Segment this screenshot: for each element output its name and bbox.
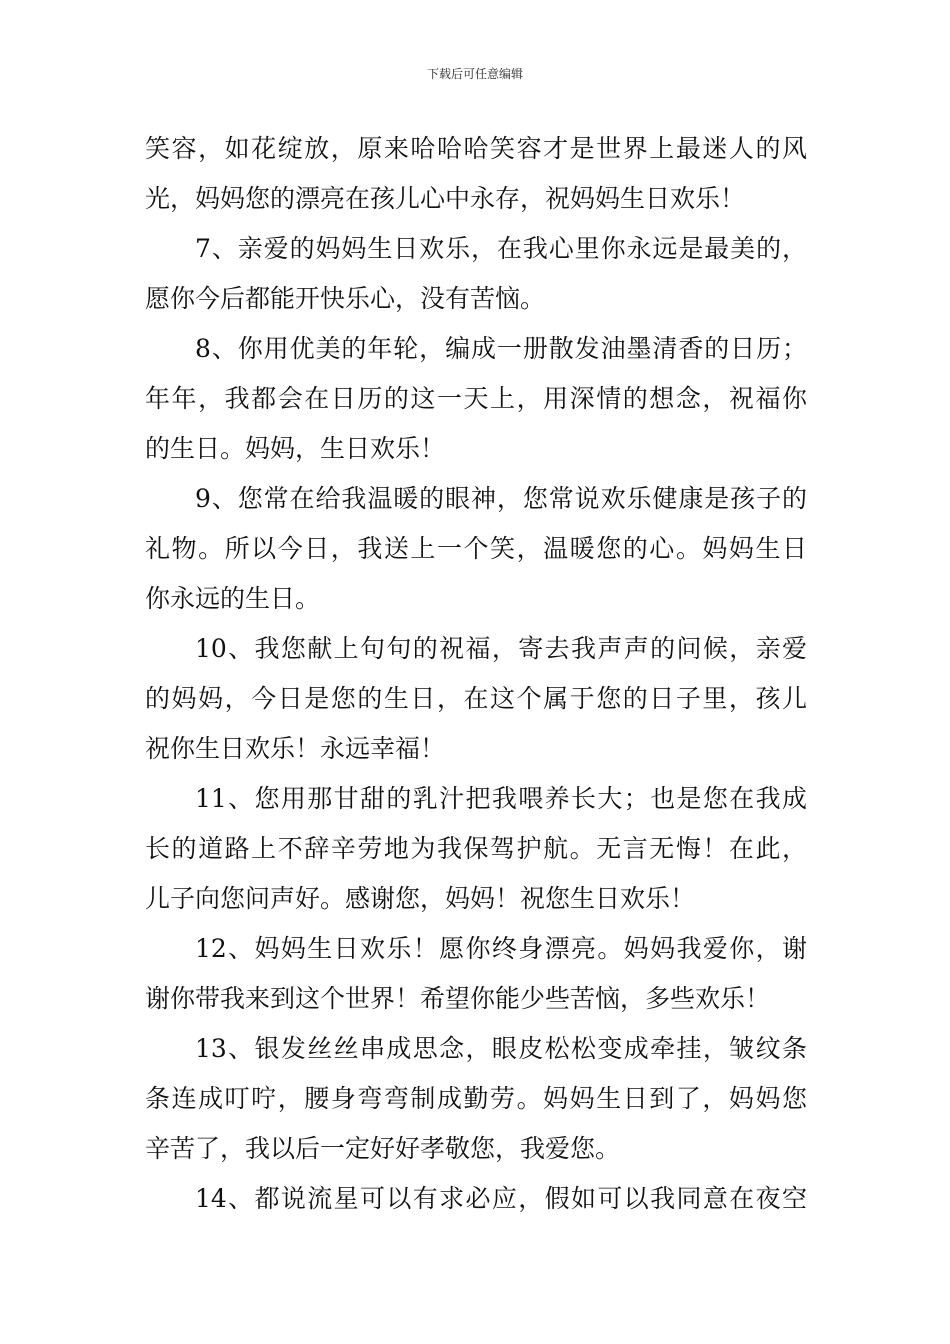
text-line: 辛苦了，我以后一定好好孝敬您，我爱您。 bbox=[145, 1134, 621, 1163]
paragraph-item-10 bbox=[145, 624, 807, 774]
text-line: 长的道路上不辞辛劳地为我保驾护航。无言无悔！在此， bbox=[145, 834, 807, 863]
paragraph-item-14 bbox=[145, 1174, 807, 1224]
text-line: 礼物。所以今日，我送上一个笑，温暖您的心。妈妈生日 bbox=[145, 534, 807, 563]
text-line: 儿子向您问声好。感谢您，妈妈！祝您生日欢乐！ bbox=[145, 884, 696, 913]
text-line: 光，妈妈您的漂亮在孩儿心中永存，祝妈妈生日欢乐！ bbox=[145, 184, 746, 213]
text-line: 10、我您献上句句的祝福，寄去我声声的问候，亲爱 bbox=[195, 634, 807, 663]
text-line: 11、您用那甘甜的乳汁把我喂养长大；也是您在我成 bbox=[195, 784, 807, 813]
paragraph-item-13 bbox=[145, 1024, 807, 1174]
text-line: 祝你生日欢乐！永远幸福！ bbox=[145, 734, 446, 763]
text-line: 年年，我都会在日历的这一天上，用深情的想念，祝福你 bbox=[145, 384, 807, 413]
text-line: 9、您常在给我温暖的眼神，您常说欢乐健康是孩子的 bbox=[195, 484, 807, 513]
paragraph-item-11 bbox=[145, 774, 807, 924]
paragraph-item-12 bbox=[145, 924, 807, 1024]
paragraph-item-7 bbox=[145, 224, 807, 324]
text-line: 的妈妈，今日是您的生日，在这个属于您的日子里，孩儿 bbox=[145, 684, 807, 713]
text-line: 笑容，如花绽放，原来哈哈哈笑容才是世界上最迷人的风 bbox=[145, 134, 807, 163]
page-header: 下载后可任意编辑 bbox=[426, 67, 523, 81]
text-line: 13、银发丝丝串成思念，眼皮松松变成牵挂，皱纹条 bbox=[195, 1034, 807, 1063]
text-line: 12、妈妈生日欢乐！愿你终身漂亮。妈妈我爱你，谢 bbox=[195, 934, 807, 963]
paragraph-item-8 bbox=[145, 324, 807, 474]
text-line: 谢你带我来到这个世界！希望你能少些苦恼，多些欢乐！ bbox=[145, 984, 771, 1013]
paragraph-continued bbox=[145, 124, 807, 224]
text-line: 14、都说流星可以有求必应，假如可以我同意在夜空 bbox=[195, 1184, 807, 1213]
text-line: 你永远的生日。 bbox=[145, 584, 321, 613]
text-line: 7、亲爱的妈妈生日欢乐，在我心里你永远是最美的， bbox=[195, 234, 807, 263]
document-body bbox=[145, 124, 807, 1224]
text-line: 条连成叮咛，腰身弯弯制成勤劳。妈妈生日到了，妈妈您 bbox=[145, 1084, 807, 1113]
paragraph-item-9 bbox=[145, 474, 807, 624]
text-line: 8、你用优美的年轮，编成一册散发油墨清香的日历； bbox=[195, 334, 807, 363]
text-line: 愿你今后都能开快乐心，没有苦恼。 bbox=[145, 284, 546, 313]
text-line: 的生日。妈妈，生日欢乐！ bbox=[145, 434, 446, 463]
